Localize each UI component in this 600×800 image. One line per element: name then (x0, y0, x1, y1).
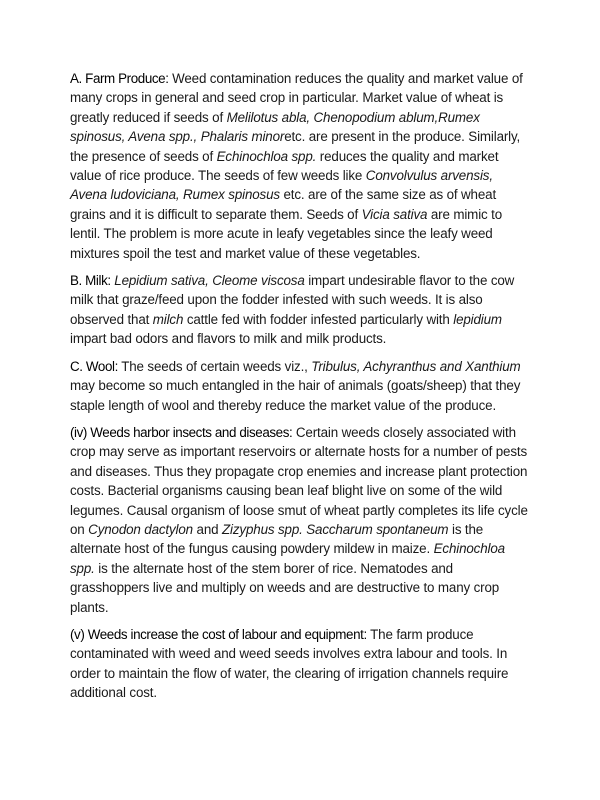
species-names: Melilotus abla, Chenopodium ablum,Rumex spinosus, Avena spp., Phalaris minor (70, 109, 480, 145)
paragraph-text: The seeds of certain weeds viz., (117, 358, 312, 374)
paragraph-farm-produce (70, 69, 532, 263)
paragraph-text: impart bad odors and flavors to milk and milk products. (70, 331, 387, 347)
paragraph-wool (70, 357, 532, 415)
paragraph-text: is the alternate host of the stem borer of rice. Nematodes and grasshoppers live and multiply on weeds and are destructive to many crop plants. (70, 560, 500, 615)
paragraph-text: is the alternate host of the fungus causing powdery mildew in maize. (70, 521, 484, 557)
paragraph-text: The farm produce contaminated with weed and weed seeds involves extra labour and tools. In order to maintain the flow of water, the clearing of irrigation channels require additional cost. (70, 626, 509, 701)
species-names: Convolvulus arvensis, Avena ludoviciana, Rumex spinosus (70, 168, 493, 203)
paragraph-text: and (192, 521, 223, 537)
paragraph-heading: A. Farm Produce: (70, 71, 169, 86)
italic-term: milch (152, 311, 184, 327)
paragraph-heading: (v) Weeds increase the cost of labour and equipment: (70, 626, 367, 642)
species-names: Echinochloa spp. (70, 541, 505, 576)
document-body (70, 69, 532, 711)
species-names: lepidium (453, 311, 502, 327)
paragraph-milk (70, 271, 532, 349)
paragraph-text: may become so much entangled in the hair of animals (goats/sheep) that they staple length of wool and thereby reduce the market value of the produce. (70, 378, 521, 413)
species-names: Tribulus, Achyranthus and Xanthium (311, 358, 521, 374)
species-names: Vicia sativa (361, 206, 428, 222)
paragraph-text: reduces the quality and market value of rice produce. The seeds of few weeds like (70, 148, 499, 184)
species-names: Lepidium sativa, Cleome viscosa (114, 273, 305, 289)
species-names: Cynodon dactylon (88, 521, 193, 537)
species-names: Echinochloa spp. (216, 148, 317, 164)
species-names: Zizyphus spp. Saccharum spontaneum (222, 521, 449, 537)
paragraph-text: Weed contamination reduces the quality and market value of many crops in general and seed crop in particular. Market value of wheat is greatly reduced if seeds of (70, 71, 523, 125)
paragraph-text: etc. are of the same size as of wheat grains and it is difficult to separate them. Seeds of (70, 187, 497, 222)
paragraph-heading: C. Wool: (70, 358, 118, 374)
paragraph-text: cattle fed with fodder infested particularly with (183, 311, 454, 327)
paragraph-heading: B. Milk: (70, 273, 111, 289)
paragraph-text: Certain weeds closely associated with crop may serve as important reservoirs or alternate hosts for a number of pests and diseases. Thus they propagate crop enemies and increase plant protection costs. Bacterial organisms causing bean leaf blight live on some of the wild legumes. Causal organism of loose smut of wheat partly completes its life cycle on (70, 424, 528, 537)
paragraph-insects-diseases (70, 423, 532, 617)
paragraph-text: impart undesirable flavor to the cow milk that graze/feed upon the fodder infested with such weeds. It is also observed that (70, 273, 515, 327)
paragraph-labour-cost (70, 625, 532, 703)
paragraph-text: etc. are present in the produce. Similarly, the presence of seeds of (70, 129, 521, 164)
paragraph-text: are mimic to lentil. The problem is more acute in leafy vegetables since the leafy weed mixtures spoil the test and market value of these vegetables. (70, 206, 502, 261)
paragraph-heading: (iv) Weeds harbor insects and diseases: (70, 424, 293, 440)
